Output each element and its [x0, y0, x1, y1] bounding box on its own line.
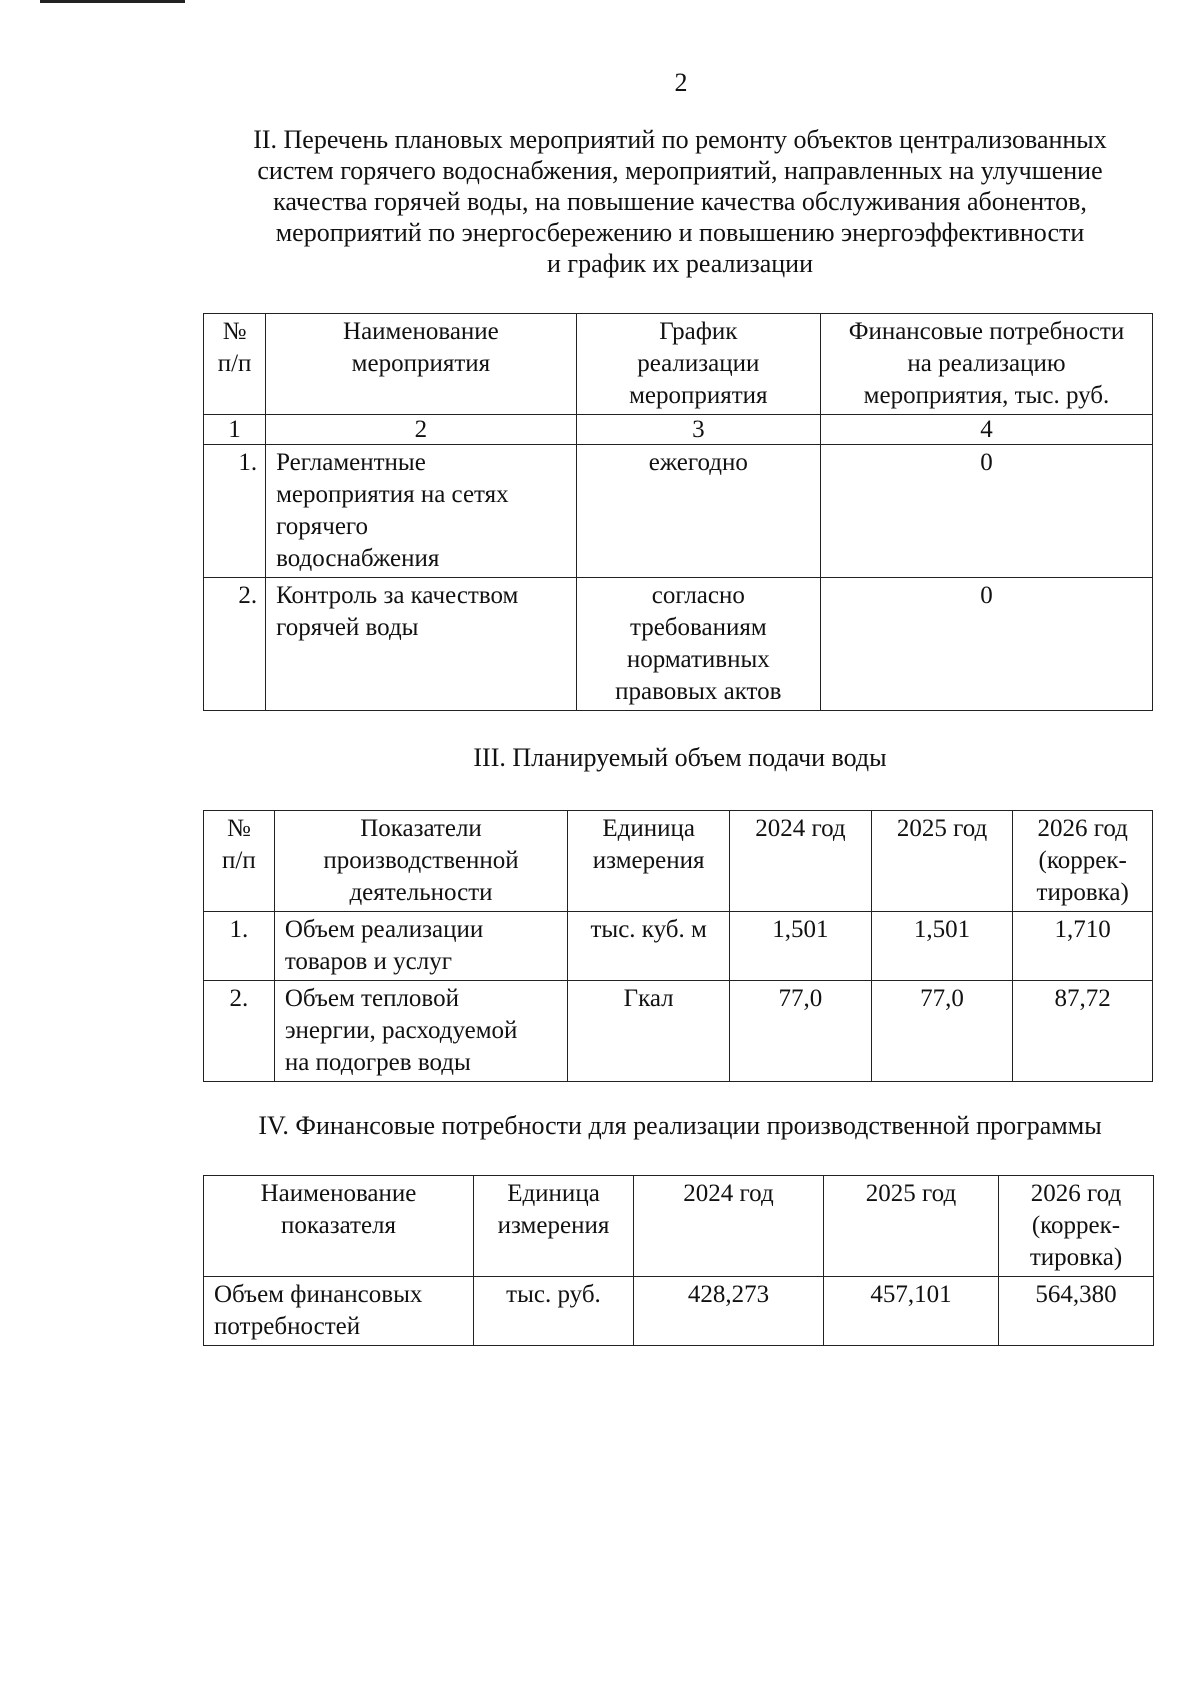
header-2026: [999, 1176, 1154, 1277]
row-number: 1.: [204, 445, 266, 578]
header-line: (коррек-: [1031, 1212, 1121, 1239]
page-number: 2: [674, 68, 688, 97]
header-line: п/п: [222, 847, 256, 874]
cell-line: водоснабжения: [276, 545, 440, 572]
schedule: [576, 578, 820, 711]
section-2-title: [200, 124, 1160, 279]
cost: 0: [820, 578, 1152, 711]
cell-line: потребностей: [214, 1313, 361, 1340]
header-line: Наименование: [343, 318, 499, 345]
header-line: производственной: [323, 847, 519, 874]
row-number: 2.: [204, 578, 266, 711]
header-line: График: [659, 318, 738, 345]
header-line: тировка): [1029, 1244, 1123, 1271]
header-line: Единица: [602, 815, 695, 842]
cell-line: Объем реализации: [284, 916, 484, 943]
header-activity-name: [266, 314, 577, 415]
header-indicator: [204, 1176, 474, 1277]
header-line: №: [226, 815, 251, 842]
section-4-title: IV. Финансовые потребности для реализации производственной программы: [258, 1111, 1102, 1140]
header-2025: [871, 811, 1013, 912]
header-line: Единица: [507, 1180, 600, 1207]
table-row: [204, 445, 1153, 578]
header-number: [204, 314, 266, 415]
section-2-title-line: мероприятий по энергосбережению и повышению энергоэффективности: [275, 218, 1085, 247]
header-line: на реализацию: [907, 350, 1066, 377]
cell-line: мероприятия на сетях: [276, 481, 509, 508]
value-2026: 1,710: [1013, 912, 1153, 981]
column-number-row: [204, 415, 1153, 445]
value-2025: 77,0: [871, 981, 1013, 1082]
header-line: 2026 год: [1030, 1180, 1122, 1207]
header-line: (коррек-: [1038, 847, 1127, 874]
row-number: 1.: [204, 912, 275, 981]
header-line: мероприятия: [629, 382, 768, 409]
header-financial-needs: [820, 314, 1152, 415]
header-line: 2024 год: [755, 815, 846, 842]
header-unit: [474, 1176, 634, 1277]
value-2025: 457,101: [824, 1277, 999, 1346]
header-line: измерения: [592, 847, 705, 874]
water-supply-table: [203, 810, 1153, 1082]
table-row: [204, 912, 1153, 981]
cell-line: энергии, расходуемой: [284, 1017, 518, 1044]
header-line: тировка): [1036, 879, 1129, 906]
table-header-row: [204, 314, 1153, 415]
value-2024: 77,0: [730, 981, 872, 1082]
section-2-title-line: и график их реализации: [547, 249, 813, 278]
column-number: 4: [820, 415, 1152, 445]
header-line: измерения: [497, 1212, 610, 1239]
header-2026: [1013, 811, 1153, 912]
indicator-name: [274, 981, 567, 1082]
header-schedule: [576, 314, 820, 415]
unit: тыс. куб. м: [568, 912, 730, 981]
header-unit: [568, 811, 730, 912]
financial-needs-table: [203, 1175, 1154, 1346]
cell-line: товаров и услуг: [284, 948, 452, 975]
indicator-name: [274, 912, 567, 981]
cell-line: требованиям: [629, 614, 767, 641]
header-number: [204, 811, 275, 912]
header-line: деятельности: [349, 879, 493, 906]
cell-line: горячего: [276, 513, 369, 540]
schedule: [576, 445, 820, 578]
header-indicator: [274, 811, 567, 912]
section-3-title: III. Планируемый объем подачи воды: [473, 743, 887, 772]
table-row: [204, 981, 1153, 1082]
cell-line: Объем тепловой: [284, 985, 459, 1012]
header-line: Финансовые потребности: [848, 318, 1125, 345]
header-line: мероприятия: [351, 350, 491, 377]
value-2024: 1,501: [730, 912, 872, 981]
activity-name: [266, 445, 577, 578]
table-row: [204, 1277, 1154, 1346]
section-2-title-line: II. Перечень плановых мероприятий по ремонту объектов централизованных: [253, 125, 1107, 154]
cell-line: ежегодно: [648, 449, 748, 476]
value-2025: 1,501: [871, 912, 1013, 981]
header-line: 2025 год: [865, 1180, 957, 1207]
unit: тыс. руб.: [474, 1277, 634, 1346]
cell-line: Контроль за качеством: [276, 582, 519, 609]
section-2-title-line: систем горячего водоснабжения, мероприятий, направленных на улучшение: [257, 156, 1103, 185]
top-rule: [40, 0, 185, 3]
cell-line: Объем финансовых: [214, 1281, 423, 1308]
unit: Гкал: [568, 981, 730, 1082]
header-line: 2024 год: [683, 1180, 774, 1207]
indicator-name: [204, 1277, 474, 1346]
header-2024: [634, 1176, 824, 1277]
header-line: мероприятия, тыс. руб.: [863, 382, 1110, 409]
value-2026: 564,380: [999, 1277, 1154, 1346]
header-line: Показатели: [360, 815, 482, 842]
value-2024: 428,273: [634, 1277, 824, 1346]
header-2025: [824, 1176, 999, 1277]
cell-line: на подогрев воды: [284, 1049, 471, 1076]
value-2026: 87,72: [1013, 981, 1153, 1082]
cell-line: согласно: [651, 582, 745, 609]
column-number: 2: [266, 415, 577, 445]
table-header-row: [204, 811, 1153, 912]
column-number: 1: [204, 415, 266, 445]
table-header-row: [204, 1176, 1154, 1277]
header-2024: [730, 811, 872, 912]
header-line: п/п: [217, 350, 252, 377]
table-row: [204, 578, 1153, 711]
activity-name: [266, 578, 577, 711]
row-number: 2.: [204, 981, 275, 1082]
column-number: 3: [576, 415, 820, 445]
cell-line: правовых актов: [615, 678, 782, 705]
section-2-title-line: качества горячей воды, на повышение качества обслуживания абонентов,: [273, 187, 1087, 216]
cell-line: нормативных: [626, 646, 770, 673]
cell-line: Регламентные: [276, 449, 426, 476]
cell-line: горячей воды: [276, 614, 419, 641]
header-line: 2026 год: [1037, 815, 1128, 842]
header-line: 2025 год: [896, 815, 988, 842]
cost: 0: [820, 445, 1152, 578]
header-line: показателя: [280, 1212, 397, 1239]
header-line: Наименование: [260, 1180, 417, 1207]
header-line: №: [222, 318, 247, 345]
activities-table: [203, 313, 1153, 711]
header-line: реализации: [637, 350, 760, 377]
